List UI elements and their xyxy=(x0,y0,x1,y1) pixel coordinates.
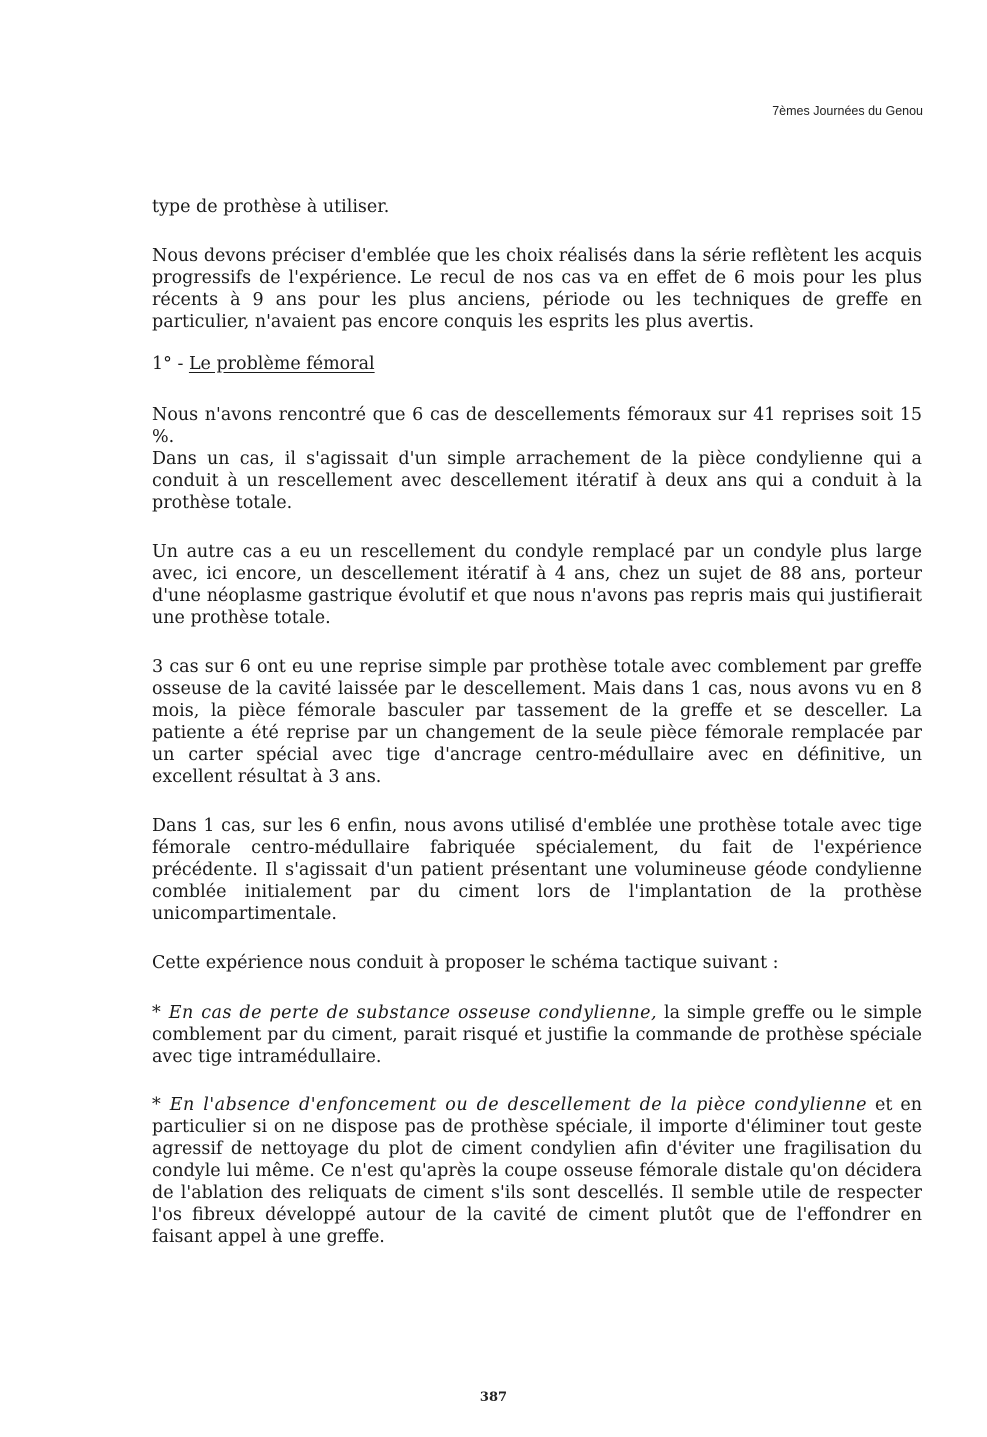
paragraph-3: Nous n'avons rencontré que 6 cas de descellements fémoraux sur 41 reprises soit 15 %. xyxy=(152,405,922,447)
section-title: Le problème fémoral xyxy=(188,354,375,374)
document-body xyxy=(152,196,922,1270)
paragraph-2: Nous devons préciser d'emblée que les choix réalisés dans la série reflètent les acquis progressifs de l'expérience. Le recul de nos cas va en effet de 6 mois pour les plus récents à 9 ans pour les plus anciens, période ou les techniques de greffe en particulier, n'avaient pas encore conquis les esprits les plus avertis. xyxy=(152,246,922,332)
paragraph-10-text: et en particulier si on ne dispose pas de prothèse spéciale, il importe d'éliminer tout geste agressif de nettoyage du plot de ciment condylien afin d'éviter une fragilisation du condyle lui même. Ce n'est qu'après la coupe osseuse fémorale distale qu'on décidera de l'ablation des reliquats de ciment s'ils sont descellés. Il semble utile de respecter l'os fibreux développé autour de la cavité de ciment plutôt que de l'effondrer en faisant appel à une greffe. xyxy=(152,1095,922,1247)
paragraph-1: type de prothèse à utiliser. xyxy=(152,197,390,217)
paragraph-7: Dans 1 cas, sur les 6 enfin, nous avons utilisé d'emblée une prothèse totale avec tige fémorale centro-médullaire fabriquée spécialement, du fait de l'expérience précédente. Il s'agissait d'un patient présentant une volumineuse géode condylienne comblée initialement par du ciment lors de l'implantation de la prothèse unicompartimentale. xyxy=(152,816,922,924)
paragraph-9-text: la simple greffe ou le simple comblement par du ciment, parait risqué et justifie la commande de prothèse spéciale avec tige intramédullaire. xyxy=(152,1003,922,1067)
paragraph-4: Dans un cas, il s'agissait d'un simple arrachement de la pièce condylienne qui a conduit à un rescellement avec descellement itératif à deux ans qui a conduit à la prothèse totale. xyxy=(152,449,922,513)
paragraph-5: Un autre cas a eu un rescellement du condyle remplacé par un condyle plus large avec, ici encore, un descellement itératif à 4 ans, chez un sujet de 88 ans, porteur d'une néoplasme gastrique évolutif et que nous n'avons pas repris mais qui justifierait une prothèse totale. xyxy=(152,542,922,628)
paragraph-10 xyxy=(152,1094,922,1248)
section-heading xyxy=(152,353,922,375)
section-number: 1° - xyxy=(152,354,189,374)
paragraph-6: 3 cas sur 6 ont eu une reprise simple par prothèse totale avec comblement par greffe osseuse de la cavité laissée par le descellement. Mais dans 1 cas, nous avons vu en 8 mois, la pièce fémorale basculer par tassement de la greffe et se desceller. La patiente a été reprise par un changement de la seule pièce fémorale remplacée par un carter spécial avec tige d'ancrage centro-médullaire avec en définitive, un excellent résultat à 3 ans. xyxy=(152,657,922,787)
paragraph-9 xyxy=(152,1002,922,1068)
emphasis-lead-2: * En l'absence d'enfoncement ou de descellement de la pièce condylienne xyxy=(152,1095,868,1115)
page-number: 387 xyxy=(479,1390,508,1405)
running-header: 7èmes Journées du Genou xyxy=(772,104,923,118)
paragraph-8: Cette expérience nous conduit à proposer le schéma tactique suivant : xyxy=(152,953,779,973)
emphasis-lead-1: * En cas de perte de substance osseuse condylienne, xyxy=(152,1003,658,1023)
